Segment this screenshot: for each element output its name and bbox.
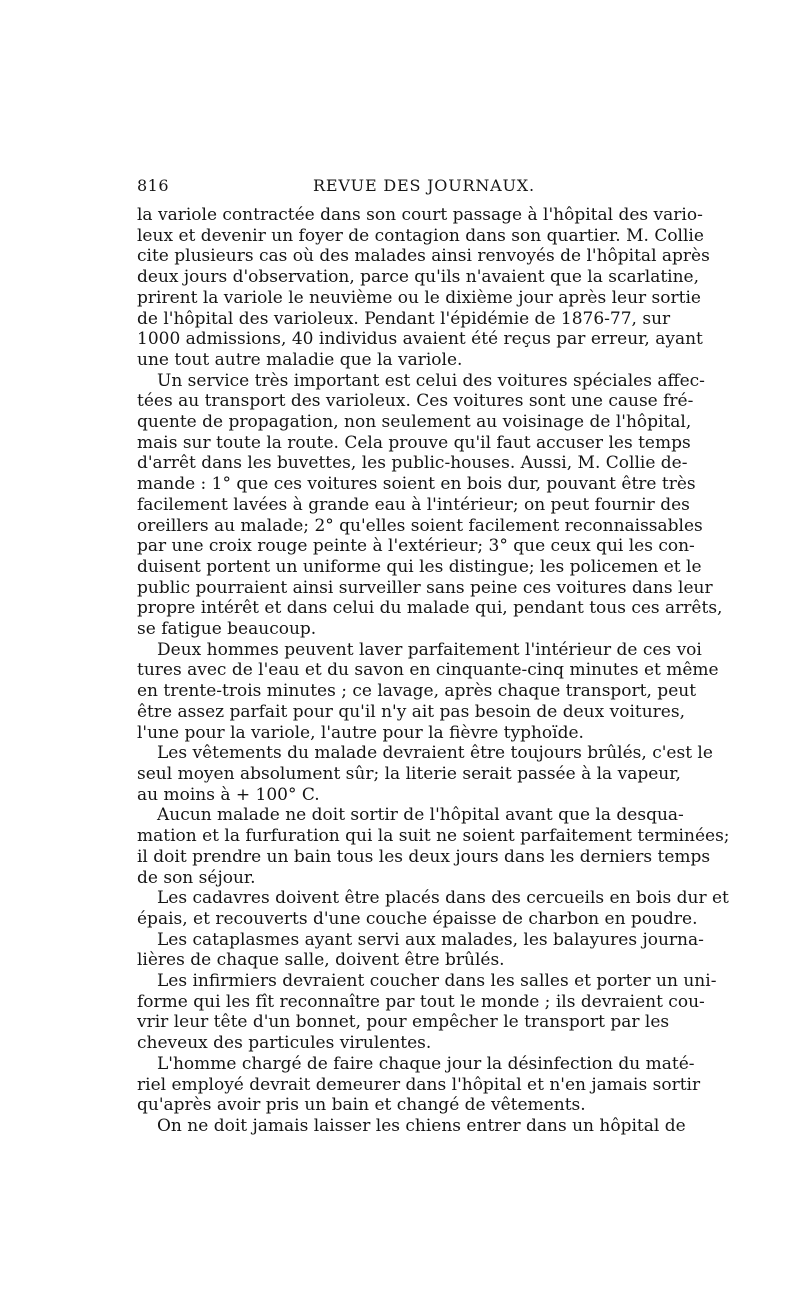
text-line: mais sur toute la route. Cela prouve qu'il faut accuser les temps (137, 432, 691, 453)
text-line: au moins à + 100° C. (137, 784, 320, 805)
text-line: qu'après avoir pris un bain et changé de vêtements. (137, 1095, 586, 1116)
page-header (137, 176, 667, 200)
text-line: Les cataplasmes ayant servi aux malades, les balayures journa- (157, 929, 704, 950)
text-line: Deux hommes peuvent laver parfaitement l'intérieur de ces voi (157, 639, 702, 660)
text-line: riel employé devrait demeurer dans l'hôpital et n'en jamais sortir (137, 1074, 701, 1095)
text-line: mande : 1° que ces voitures soient en bois dur, pouvant être très (137, 474, 696, 495)
text-line: Les vêtements du malade devraient être toujours brûlés, c'est le (157, 743, 713, 764)
text-line: Un service très important est celui des voitures spéciales affec- (157, 370, 705, 391)
text-line: épais, et recouverts d'une couche épaisse de charbon en poudre. (137, 908, 698, 929)
text-line: forme qui les fît reconnaître par tout le monde ; ils devraient cou- (137, 991, 705, 1012)
text-line: oreillers au malade; 2° qu'elles soient facilement reconnaissables (137, 515, 703, 536)
running-title: REVUE DES JOURNAUX. (313, 176, 535, 195)
text-line: de l'hôpital des varioleux. Pendant l'épidémie de 1876-77, sur (137, 308, 671, 329)
text-line: Aucun malade ne doit sortir de l'hôpital avant que la desqua- (157, 805, 684, 826)
text-line: L'homme chargé de faire chaque jour la désinfection du maté- (157, 1053, 695, 1074)
text-line: duisent portent un uniforme qui les distingue; les policemen et le (137, 556, 702, 577)
text-line: prirent la variole le neuvième ou le dixième jour après leur sortie (137, 287, 701, 308)
text-line: lières de chaque salle, doivent être brûlés. (137, 950, 505, 971)
text-line: seul moyen absolument sûr; la literie serait passée à la vapeur, (137, 763, 681, 784)
text-line: quente de propagation, non seulement au voisinage de l'hôpital, (137, 412, 692, 433)
text-line: tures avec de l'eau et du savon en cinquante-cinq minutes et même (137, 660, 719, 681)
text-line: l'une pour la variole, l'autre pour la fièvre typhoïde. (137, 722, 584, 743)
text-line: il doit prendre un bain tous les deux jours dans les derniers temps (137, 846, 711, 867)
text-line: propre intérêt et dans celui du malade qui, pendant tous ces arrêts, (137, 598, 723, 619)
text-line: cheveux des particules virulentes. (137, 1033, 432, 1054)
text-line: On ne doit jamais laisser les chiens entrer dans un hôpital de (157, 1115, 686, 1136)
text-line: public pourraient ainsi surveiller sans peine ces voitures dans leur (137, 577, 713, 598)
text-line: 1000 admissions, 40 individus avaient été reçus par erreur, ayant (137, 329, 703, 350)
body-text (137, 205, 730, 1137)
text-line: Les infirmiers devraient coucher dans les salles et porter un uni- (157, 971, 717, 992)
text-line: la variole contractée dans son court passage à l'hôpital des vario- (137, 205, 703, 225)
text-line: cite plusieurs cas où des malades ainsi renvoyés de l'hôpital après (137, 246, 710, 267)
text-line: une tout autre maladie que la variole. (137, 349, 463, 370)
text-line: en trente-trois minutes ; ce lavage, après chaque transport, peut (137, 681, 697, 702)
text-line: leux et devenir un foyer de contagion dans son quartier. M. Collie (137, 225, 704, 246)
text-line: être assez parfait pour qu'il n'y ait pas besoin de deux voitures, (137, 701, 685, 722)
text-line: Les cadavres doivent être placés dans des cercueils en bois dur et (157, 888, 729, 909)
text-line: par une croix rouge peinte à l'extérieur; 3° que ceux qui les con- (137, 536, 695, 557)
page-number: 816 (137, 176, 170, 195)
text-line: de son séjour. (137, 867, 256, 888)
text-line: facilement lavées à grande eau à l'intérieur; on peut fournir des (137, 494, 690, 515)
text-line: vrir leur tête d'un bonnet, pour empêcher le transport par les (137, 1012, 670, 1033)
text-line: se fatigue beaucoup. (137, 619, 317, 640)
text-line: d'arrêt dans les buvettes, les public-houses. Aussi, M. Collie de- (137, 453, 688, 474)
text-line: deux jours d'observation, parce qu'ils n'avaient que la scarlatine, (137, 267, 700, 288)
text-line: mation et la furfuration qui la suit ne soient parfaitement terminées; (137, 826, 730, 847)
text-line: tées au transport des varioleux. Ces voitures sont une cause fré- (137, 391, 694, 412)
